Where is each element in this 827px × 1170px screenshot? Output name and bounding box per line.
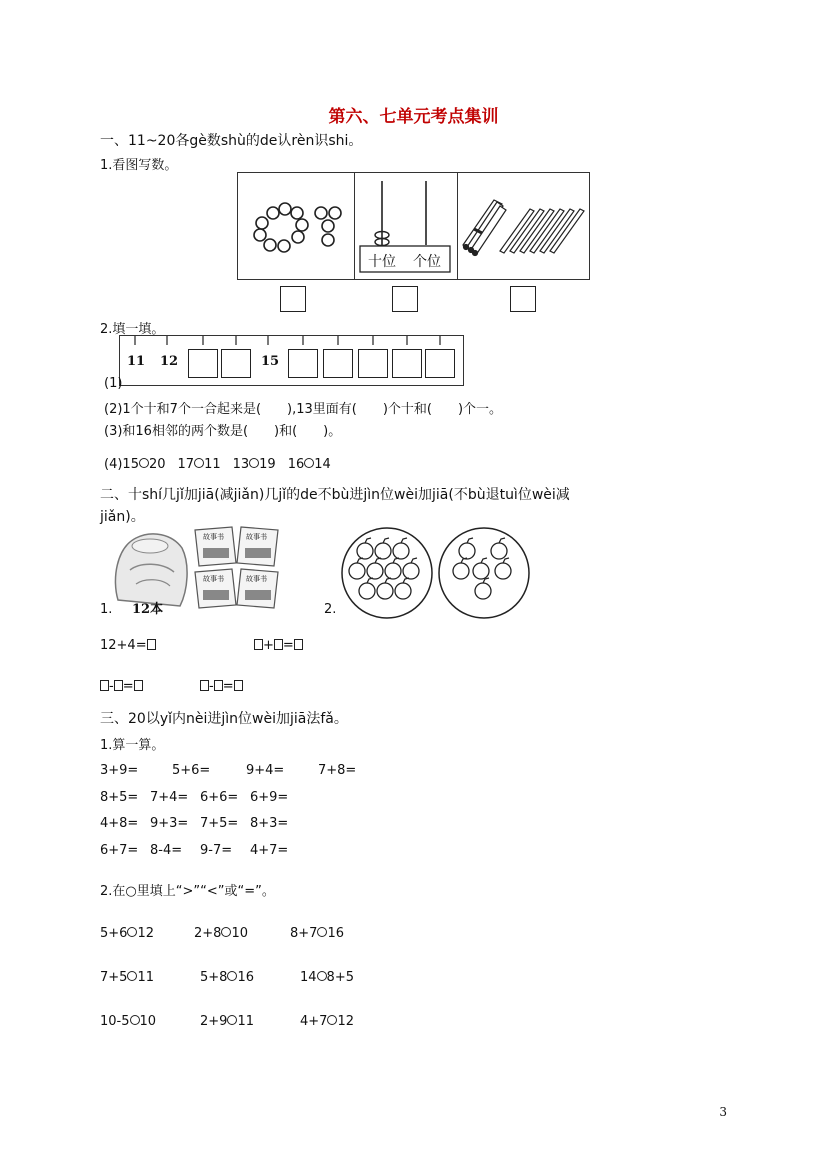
number-line-blank[interactable] (323, 349, 353, 378)
number-line-blank[interactable] (188, 349, 218, 378)
q2-3-text: (3)和16相邻的两个数是( )和( )。 (104, 424, 342, 439)
beads-picture (238, 173, 356, 281)
sticks-panel (457, 172, 590, 280)
plus-sign: + (263, 638, 274, 653)
beads-panel (237, 172, 355, 280)
eq1-text: 12+4= (100, 638, 147, 653)
answer-box-sticks[interactable] (510, 286, 536, 312)
q2-2-text: (2)1个十和7个一合起来是( ),13里面有( )个十和( )个一。 (104, 402, 503, 417)
number-line-blank[interactable] (288, 349, 318, 378)
calc-item: 7+5= (200, 816, 239, 831)
calc-item: 8+5= (100, 790, 139, 805)
compare-circle[interactable] (194, 458, 204, 468)
bag-count-label: 12本 (132, 602, 164, 617)
compare-item (200, 970, 254, 985)
compare-item (100, 1014, 156, 1029)
answer-box-abacus[interactable] (392, 286, 418, 312)
compare-item (300, 1014, 354, 1029)
calc-item: 7+4= (150, 790, 189, 805)
s3-q2-label: 2.在○里填上“>”“<”或“=”。 (100, 884, 275, 899)
eq4 (200, 679, 243, 694)
book-title: 故事书 (203, 575, 224, 583)
compare-right: 12 (137, 926, 154, 941)
calc-item: 3+9= (100, 763, 139, 778)
apple-icon (349, 558, 365, 579)
section2-heading-line2: jiǎn)。 (100, 509, 145, 525)
apple-icon (459, 538, 475, 559)
apple-icon (375, 538, 391, 559)
apple-icon (377, 578, 393, 599)
answer-square[interactable] (147, 639, 156, 650)
calc-item: 7+8= (318, 763, 357, 778)
calc-item: 4+8= (100, 816, 139, 831)
compare-circle[interactable] (221, 927, 231, 937)
calc-item: 6+9= (250, 790, 289, 805)
compare-circle[interactable] (139, 458, 149, 468)
section3-heading: 三、20以yǐ内nèi进jìn位wèi加jiā法fǎ。 (100, 711, 348, 727)
compare-circle[interactable] (127, 927, 137, 937)
compare-left: 15 (122, 457, 139, 472)
s3-q1-label: 1.算一算。 (100, 738, 165, 753)
answer-square[interactable] (254, 639, 263, 650)
calc-item: 8-4= (150, 843, 183, 858)
eq3 (100, 679, 143, 694)
calc-item: 5+6= (172, 763, 211, 778)
apple-icon (475, 578, 491, 599)
apple-icon (357, 538, 373, 559)
apple-icon (393, 538, 409, 559)
book-title: 故事书 (246, 575, 267, 583)
calc-item: 9+3= (150, 816, 189, 831)
number-line-blank[interactable] (358, 349, 388, 378)
compare-circle[interactable] (327, 1015, 337, 1025)
answer-square[interactable] (114, 680, 123, 691)
answer-square[interactable] (214, 680, 223, 691)
equals-sign: = (222, 679, 234, 694)
q2-4-label: (4) (104, 457, 123, 472)
compare-left: 2+8 (194, 926, 222, 941)
compare-circle[interactable] (304, 458, 314, 468)
compare-left: 13 (232, 457, 250, 472)
apple-icon (395, 578, 411, 599)
compare-right: 10 (139, 1014, 157, 1029)
section2-heading-line1: 二、十shí几jǐ加jiā(减jiǎn)几jǐ的de不bù进jìn位wèi加jiā(不bù退tuì位wèi减 (100, 487, 570, 503)
compare-left: 17 (177, 457, 195, 472)
section1-heading: 一、11~20各gè数shù的de认rèn识shi。 (100, 133, 363, 149)
minus-sign: - (209, 679, 214, 694)
answer-box-beads[interactable] (280, 286, 306, 312)
apple-icon (385, 558, 401, 579)
number-label: 11 (127, 354, 146, 369)
compare-item (200, 1014, 254, 1029)
calc-item: 4+7= (250, 843, 289, 858)
apple-icon (473, 558, 489, 579)
compare-circle[interactable] (127, 971, 137, 981)
compare-right: 14 (314, 457, 331, 472)
compare-item (300, 970, 354, 985)
abacus-panel (354, 172, 458, 280)
compare-right: 12 (337, 1014, 354, 1029)
eq1 (100, 638, 156, 653)
compare-right: 11 (237, 1014, 254, 1029)
q1-label: 1.看图写数。 (100, 158, 178, 173)
sticks-picture (458, 173, 591, 281)
number-line-blank[interactable] (221, 349, 251, 378)
apple-icon (453, 558, 469, 579)
compare-left: 14 (300, 970, 317, 985)
q2-1-label: (1) (104, 376, 123, 391)
item1-label: 1. (100, 602, 113, 617)
compare-circle[interactable] (130, 1015, 140, 1025)
number-line-blank[interactable] (392, 349, 422, 378)
compare-item (290, 926, 344, 941)
eq2 (254, 638, 303, 653)
ones-place-label: 个位 (413, 254, 441, 270)
number-label: 12 (160, 354, 179, 369)
page-title: 第六、七单元考点集训 (328, 107, 499, 127)
answer-square[interactable] (294, 639, 303, 650)
compare-item (194, 926, 248, 941)
calc-item: 6+6= (200, 790, 239, 805)
book-title: 故事书 (203, 533, 224, 541)
compare-left: 5+8 (200, 970, 228, 985)
calc-item: 6+7= (100, 843, 139, 858)
apple-plates-picture (337, 527, 532, 619)
number-line-blank[interactable] (425, 349, 455, 378)
compare-item (100, 926, 154, 941)
compare-left: 5+6 (100, 926, 128, 941)
calc-item: 9-7= (200, 843, 233, 858)
compare-right: 8+5 (326, 970, 354, 985)
equals-sign: = (122, 679, 134, 694)
compare-circle[interactable] (227, 971, 237, 981)
compare-circle[interactable] (249, 458, 259, 468)
compare-left: 4+7 (300, 1014, 328, 1029)
apples-illustration (337, 527, 532, 619)
compare-right: 19 (259, 457, 276, 472)
compare-right: 11 (204, 457, 221, 472)
minus-sign: - (109, 679, 114, 694)
apple-icon (367, 558, 383, 579)
apple-icon (403, 558, 419, 579)
tens-place-label: 十位 (368, 254, 396, 270)
answer-square[interactable] (134, 680, 143, 691)
equals-sign: = (282, 638, 294, 653)
item2-label: 2. (324, 602, 337, 617)
compare-circle[interactable] (317, 927, 327, 937)
answer-square[interactable] (100, 680, 109, 691)
q2-4-row (104, 457, 331, 472)
number-line (119, 335, 464, 386)
compare-right: 16 (327, 926, 344, 941)
apple-icon (491, 538, 507, 559)
apple-icon (359, 578, 375, 599)
compare-right: 20 (148, 457, 166, 472)
compare-right: 11 (137, 970, 154, 985)
answer-square[interactable] (200, 680, 209, 691)
book-title: 故事书 (246, 533, 267, 541)
compare-right: 10 (231, 926, 248, 941)
compare-circle[interactable] (227, 1015, 237, 1025)
q2-label: 2.填一填。 (100, 322, 165, 337)
page-number: 3 (719, 1105, 727, 1119)
compare-circle[interactable] (317, 971, 327, 981)
compare-left: 16 (287, 457, 305, 472)
answer-square[interactable] (274, 639, 283, 650)
compare-left: 2+9 (200, 1014, 228, 1029)
compare-item (100, 970, 154, 985)
answer-square[interactable] (234, 680, 243, 691)
number-label: 15 (261, 354, 280, 369)
compare-left: 10-5 (100, 1014, 130, 1029)
compare-left: 7+5 (100, 970, 128, 985)
calc-item: 8+3= (250, 816, 289, 831)
compare-right: 16 (237, 970, 254, 985)
calc-item: 9+4= (246, 763, 285, 778)
apple-icon (495, 558, 511, 579)
compare-left: 8+7 (290, 926, 318, 941)
